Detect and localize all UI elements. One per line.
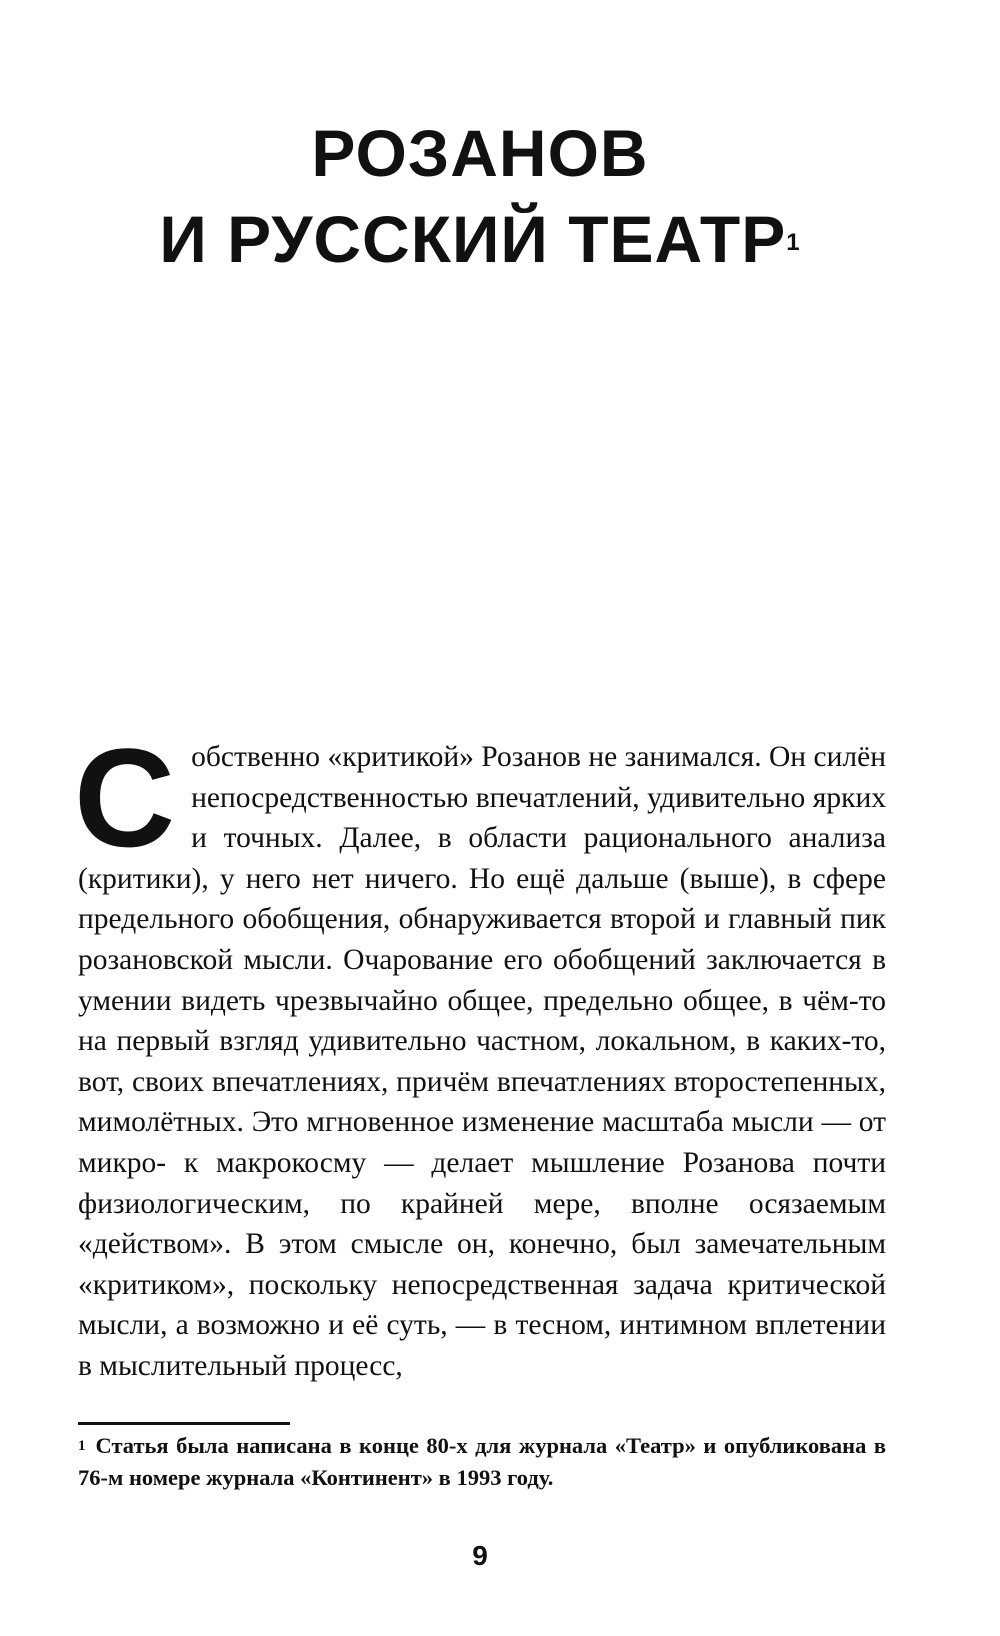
- title-footnote-reference[interactable]: 1: [786, 229, 801, 256]
- footnote-divider: [78, 1422, 290, 1425]
- body-paragraph-text: обственно «критикой» Розанов не занимался. Он силён непосредственностью впечатлений, удивительно ярких и точных. Далее, в области рационального анализа (критики), у него нет ничего. Но ещё дальше (выше), в сфере предельного обобщения, обнаруживается второй и главный пик розановской мысли. Очарование его обобщений заключается в умении видеть чрезвычайно общее, предельно общее, в чём-то на первый взгляд удивительно частном, локальном, в каких-то, вот, своих впечатлениях, причём впечатлениях второстепенных, мимолётных. Это мгновенное изменение масштаба мысли — от микро- к макрокосму — делает мышление Розанова почти физиологическим, по крайней мере, вполне осязаемым «действом». В этом смысле он, конечно, был замечательным «критиком», поскольку непосредственная задача критической мысли, а возможно и её суть, — в тесном, интимном вплетении в мыслительный процесс,: [78, 741, 886, 1382]
- footnote: [78, 1430, 886, 1494]
- page-number: 9: [472, 1540, 488, 1571]
- chapter-title-line-2: И РУССКИЙ ТЕАТР: [159, 202, 787, 276]
- chapter-title: [0, 110, 960, 282]
- chapter-title-line-1: РОЗАНОВ: [311, 116, 649, 190]
- footnote-text: Статья была написана в конце 80-х для журнала «Театр» и опубликована в 76-м номере журнала «Континент» в 1993 году.: [78, 1433, 886, 1490]
- body-paragraph: [74, 719, 886, 1387]
- footnote-mark: 1: [78, 1438, 86, 1454]
- drop-cap: С: [74, 719, 176, 876]
